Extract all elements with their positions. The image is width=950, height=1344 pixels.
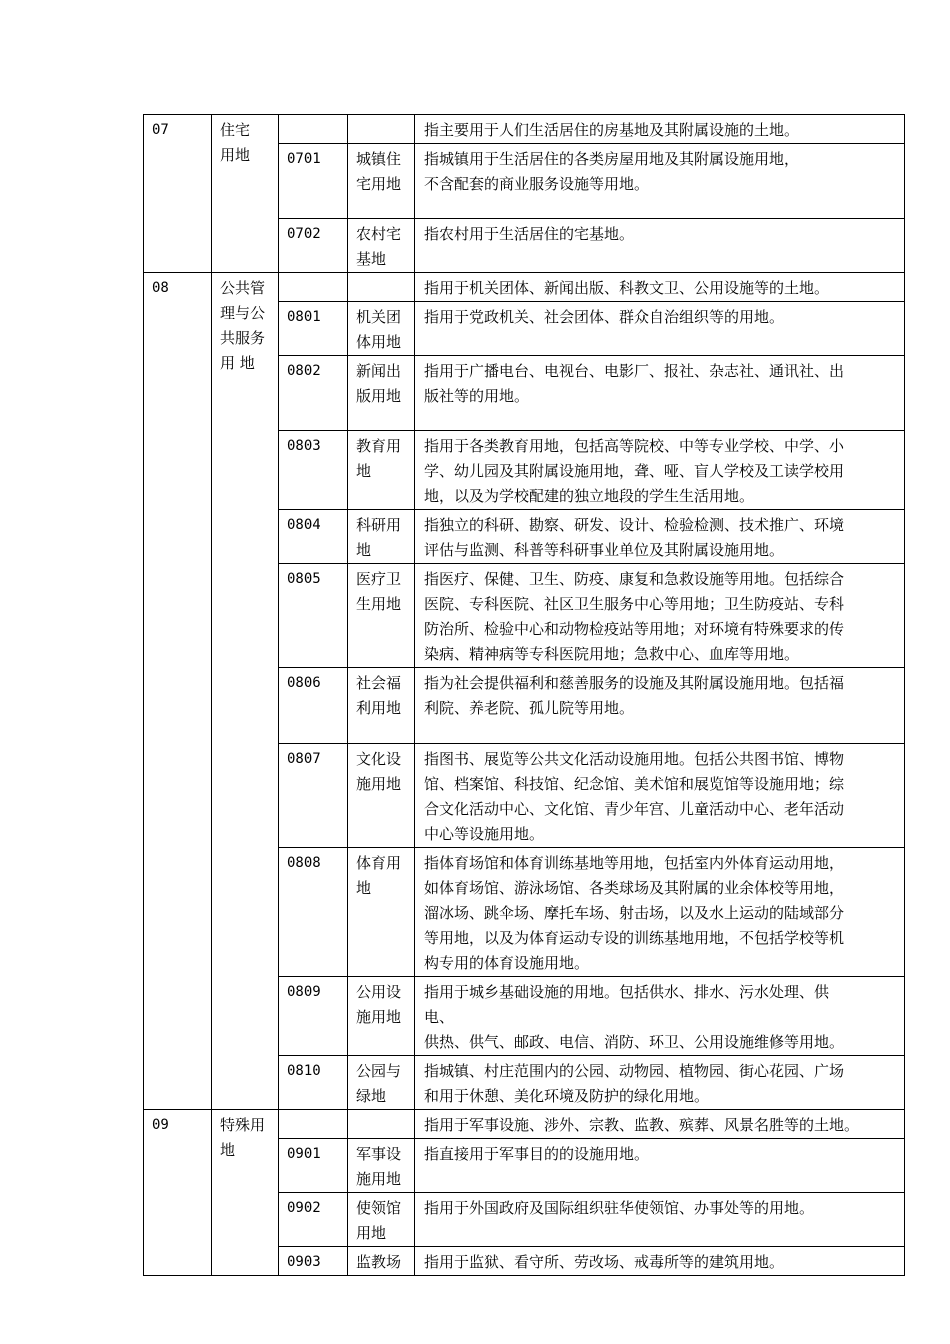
name-line: 施用地 <box>356 1170 402 1188</box>
description-line: 和用于休憩、美化环境及防护的绿化用地。 <box>424 1087 710 1105</box>
major-code-cell: 09 <box>144 1110 212 1276</box>
description-line: 如体育场馆、游泳场馆、各类球场及其附属的业余体校等用地， <box>424 879 845 897</box>
major-description-cell <box>415 1110 905 1139</box>
name-line: 地 <box>356 541 372 559</box>
description-line: 指用于各类教育用地，包括高等院校、中等专业学校、中学、小 <box>424 437 845 455</box>
table-outer-border <box>904 114 905 1225</box>
description-line: 指用于外国政府及国际组织驻华使领馆、办事处等的用地。 <box>424 1199 815 1217</box>
name-line: 教育用 <box>356 437 402 455</box>
name-line: 地 <box>356 462 372 480</box>
table-row-group-09 <box>144 1110 905 1139</box>
sub-name-cell <box>348 848 415 977</box>
name-line: 绿地 <box>356 1087 387 1105</box>
name-line: 机关团 <box>356 308 402 326</box>
description-line: 利院、养老院、孤儿院等用地。 <box>424 699 635 717</box>
sub-description-cell <box>415 1193 905 1247</box>
name-line: 体用地 <box>356 333 402 351</box>
sub-description-cell <box>415 744 905 848</box>
description-line: 学、幼儿园及其附属设施用地，聋、哑、盲人学校及工读学校用 <box>424 462 845 480</box>
sub-name-cell <box>348 564 415 668</box>
sub-code-cell-empty <box>279 115 348 144</box>
sub-code-cell-empty <box>279 1110 348 1139</box>
sub-name-cell <box>348 1193 415 1247</box>
major-name-cell <box>212 1110 279 1276</box>
description-line: 馆、档案馆、科技馆、纪念馆、美术馆和展览馆等设施用地；综 <box>424 775 845 793</box>
sub-name-cell-empty <box>348 1110 415 1139</box>
sub-description-cell <box>415 564 905 668</box>
name-line: 新闻出 <box>356 362 402 380</box>
description-line: 指独立的科研、勘察、研发、设计、检验检测、技术推广、环境 <box>424 516 845 534</box>
major-name-cell <box>212 115 279 273</box>
description-line: 指用于监狱、看守所、劳改场、戒毒所等的建筑用地。 <box>424 1253 785 1271</box>
name-line: 医疗卫 <box>356 570 402 588</box>
major-code-cell: 07 <box>144 115 212 273</box>
description-line: 指直接用于军事目的的设施用地。 <box>424 1145 650 1163</box>
description-line: 构专用的体育设施用地。 <box>424 954 590 972</box>
name-line: 社会福 <box>356 674 402 692</box>
land-use-table-container <box>143 114 905 1276</box>
sub-name-cell-empty <box>348 273 415 302</box>
sub-description-cell <box>415 977 905 1056</box>
description-line: 指城镇用于生活居住的各类房屋用地及其附属设施用地， <box>424 150 800 168</box>
sub-code-cell: 0806 <box>279 668 348 744</box>
sub-code-cell: 0701 <box>279 144 348 219</box>
sub-code-cell: 0702 <box>279 219 348 273</box>
description-line: 等用地，以及为体育运动专设的训练基地用地，不包括学校等机 <box>424 929 845 947</box>
sub-description-cell <box>415 668 905 744</box>
description-line: 评估与监测、科普等科研事业单位及其附属设施用地。 <box>424 541 785 559</box>
description-line: 不含配套的商业服务设施等用地。 <box>424 175 650 193</box>
description-line: 合文化活动中心、文化馆、青少年宫、儿童活动中心、老年活动 <box>424 800 845 818</box>
sub-name-cell <box>348 356 415 431</box>
description-line: 防治所、检验中心和动物检疫站等用地；对环境有特殊要求的传 <box>424 620 845 638</box>
description-line: 指用于城乡基础设施的用地。包括供水、排水、污水处理、供 <box>424 983 830 1001</box>
major-name-cell <box>212 273 279 1110</box>
major-description-cell <box>415 115 905 144</box>
description-line: 指用于军事设施、涉外、宗教、监教、殡葬、风景名胜等的土地。 <box>424 1116 860 1134</box>
sub-code-cell: 0804 <box>279 510 348 564</box>
name-line: 地 <box>356 879 372 897</box>
sub-code-cell: 0903 <box>279 1247 348 1276</box>
name-line: 农村宅 <box>356 225 402 243</box>
name-line: 基地 <box>356 250 387 268</box>
sub-description-cell <box>415 356 905 431</box>
table-row-group-07 <box>144 115 905 144</box>
name-line: 特殊用 <box>220 1116 266 1134</box>
sub-description-cell <box>415 431 905 510</box>
description-line: 指用于机关团体、新闻出版、科教文卫、公用设施等的土地。 <box>424 279 830 297</box>
sub-description-cell <box>415 1056 905 1110</box>
sub-description-cell <box>415 848 905 977</box>
sub-description-cell <box>415 510 905 564</box>
sub-code-cell-empty <box>279 273 348 302</box>
sub-name-cell <box>348 510 415 564</box>
table-row-group-08 <box>144 273 905 302</box>
description-line: 指城镇、村庄范围内的公园、动物园、植物园、街心花园、广场 <box>424 1062 845 1080</box>
major-code-cell: 08 <box>144 273 212 1110</box>
description-line: 指体育场馆和体育训练基地等用地，包括室内外体育运动用地， <box>424 854 845 872</box>
description-line: 指主要用于人们生活居住的房基地及其附属设施的土地。 <box>424 121 800 139</box>
description-line: 指图书、展览等公共文化活动设施用地。包括公共图书馆、博物 <box>424 750 845 768</box>
description-line: 版社等的用地。 <box>424 387 530 405</box>
name-line: 版用地 <box>356 387 402 405</box>
name-line: 共服务 <box>220 329 266 347</box>
name-line: 施用地 <box>356 1008 402 1026</box>
name-line: 施用地 <box>356 775 402 793</box>
name-line: 体育用 <box>356 854 402 872</box>
sub-code-cell: 0902 <box>279 1193 348 1247</box>
sub-description-cell <box>415 219 905 273</box>
name-line: 用地 <box>220 146 251 164</box>
description-line: 电、 <box>424 1008 455 1026</box>
sub-description-cell <box>415 302 905 356</box>
sub-code-cell: 0805 <box>279 564 348 668</box>
name-line: 用地 <box>356 1224 387 1242</box>
description-line: 医院、专科医院、社区卫生服务中心等用地；卫生防疫站、专科 <box>424 595 845 613</box>
name-line: 利用地 <box>356 699 402 717</box>
description-line: 指医疗、保健、卫生、防疫、康复和急救设施等用地。包括综合 <box>424 570 845 588</box>
sub-name-cell-empty <box>348 115 415 144</box>
sub-name-cell <box>348 744 415 848</box>
name-line: 生用地 <box>356 595 402 613</box>
sub-code-cell: 0807 <box>279 744 348 848</box>
name-line: 科研用 <box>356 516 402 534</box>
description-line: 指用于党政机关、社会团体、群众自治组织等的用地。 <box>424 308 785 326</box>
sub-code-cell: 0802 <box>279 356 348 431</box>
description-line: 地，以及为学校配建的独立地段的学生生活用地。 <box>424 487 755 505</box>
sub-name-cell <box>348 1247 415 1276</box>
name-line: 公园与 <box>356 1062 402 1080</box>
description-line: 染病、精神病等专科医院用地；急救中心、血库等用地。 <box>424 645 800 663</box>
name-line: 使领馆 <box>356 1199 402 1217</box>
sub-name-cell <box>348 1056 415 1110</box>
sub-name-cell <box>348 668 415 744</box>
name-line: 住宅 <box>220 121 251 139</box>
name-line: 宅用地 <box>356 175 402 193</box>
description-line: 指为社会提供福利和慈善服务的设施及其附属设施用地。包括福 <box>424 674 845 692</box>
sub-name-cell <box>348 431 415 510</box>
description-line: 中心等设施用地。 <box>424 825 545 843</box>
description-line: 指农村用于生活居住的宅基地。 <box>424 225 635 243</box>
sub-code-cell: 0808 <box>279 848 348 977</box>
description-line: 溜冰场、跳伞场、摩托车场、射击场，以及水上运动的陆域部分 <box>424 904 845 922</box>
name-line: 用 地 <box>220 354 255 372</box>
sub-description-cell <box>415 1139 905 1193</box>
sub-description-cell <box>415 1247 905 1276</box>
major-description-cell <box>415 273 905 302</box>
name-line: 文化设 <box>356 750 402 768</box>
name-line: 城镇住 <box>356 150 402 168</box>
sub-name-cell <box>348 302 415 356</box>
sub-name-cell <box>348 1139 415 1193</box>
name-line: 理与公 <box>220 304 266 322</box>
name-line: 公用设 <box>356 983 402 1001</box>
name-line: 地 <box>220 1141 236 1159</box>
name-line: 公共管 <box>220 279 266 297</box>
name-line: 军事设 <box>356 1145 402 1163</box>
sub-code-cell: 0801 <box>279 302 348 356</box>
sub-description-cell <box>415 144 905 219</box>
land-use-classification-table <box>143 114 905 1276</box>
name-line: 监教场 <box>356 1253 402 1271</box>
sub-name-cell <box>348 144 415 219</box>
description-line: 指用于广播电台、电视台、电影厂、报社、杂志社、通讯社、出 <box>424 362 845 380</box>
sub-name-cell <box>348 977 415 1056</box>
sub-code-cell: 0810 <box>279 1056 348 1110</box>
sub-code-cell: 0901 <box>279 1139 348 1193</box>
description-line: 供热、供气、邮政、电信、消防、环卫、公用设施维修等用地。 <box>424 1033 845 1051</box>
sub-name-cell <box>348 219 415 273</box>
sub-code-cell: 0803 <box>279 431 348 510</box>
sub-code-cell: 0809 <box>279 977 348 1056</box>
